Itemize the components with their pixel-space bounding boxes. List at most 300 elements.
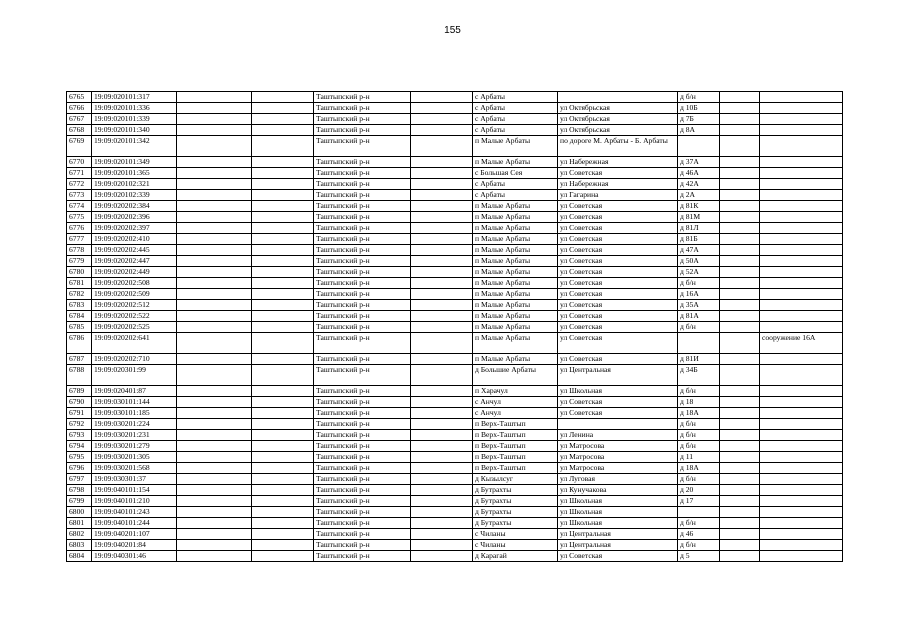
cell-cadastral-number: 19:09:020202:384 xyxy=(92,201,177,212)
cell-row-number: 6772 xyxy=(67,179,92,190)
cell-house xyxy=(678,507,720,518)
cell-settlement: с Арбаты xyxy=(473,103,558,114)
cell-street: ул Матросова xyxy=(558,463,678,474)
table-row xyxy=(67,136,843,157)
cell-col-empty-2 xyxy=(252,168,314,179)
cell-district: Таштыпский р-н xyxy=(314,518,411,529)
cell-cadastral-number: 19:09:020202:449 xyxy=(92,267,177,278)
cell-row-number: 6784 xyxy=(67,311,92,322)
cell-settlement: п Малые Арбаты xyxy=(473,311,558,322)
cell-col-empty-1 xyxy=(177,397,252,408)
cell-row-number: 6779 xyxy=(67,256,92,267)
cell-col-empty-2 xyxy=(252,212,314,223)
cell-cadastral-number: 19:09:020202:512 xyxy=(92,300,177,311)
cell-structure xyxy=(760,419,843,430)
cell-col-empty-3 xyxy=(411,322,473,333)
cell-col-empty-4 xyxy=(720,212,760,223)
cell-settlement: п Верх-Таштып xyxy=(473,463,558,474)
cell-row-number: 6785 xyxy=(67,322,92,333)
cell-col-empty-1 xyxy=(177,278,252,289)
cell-house: д 35А xyxy=(678,300,720,311)
table-row xyxy=(67,430,843,441)
cell-col-empty-1 xyxy=(177,408,252,419)
cell-settlement: п Харачул xyxy=(473,386,558,397)
cell-settlement: п Малые Арбаты xyxy=(473,212,558,223)
cell-street: ул Советская xyxy=(558,333,678,354)
cell-settlement: п Малые Арбаты xyxy=(473,157,558,168)
cell-district: Таштыпский р-н xyxy=(314,136,411,157)
cell-cadastral-number: 19:09:020101:336 xyxy=(92,103,177,114)
cell-col-empty-2 xyxy=(252,507,314,518)
cell-col-empty-2 xyxy=(252,333,314,354)
cell-settlement: п Верх-Таштып xyxy=(473,441,558,452)
table-row xyxy=(67,551,843,562)
cell-house: д 10Б xyxy=(678,103,720,114)
table-row xyxy=(67,518,843,529)
cell-cadastral-number: 19:09:020101:339 xyxy=(92,114,177,125)
cell-col-empty-3 xyxy=(411,300,473,311)
cell-col-empty-2 xyxy=(252,157,314,168)
cell-cadastral-number: 19:09:040101:154 xyxy=(92,485,177,496)
cell-col-empty-4 xyxy=(720,125,760,136)
cell-col-empty-4 xyxy=(720,245,760,256)
cell-col-empty-4 xyxy=(720,496,760,507)
cell-col-empty-3 xyxy=(411,419,473,430)
cell-cadastral-number: 19:09:030201:305 xyxy=(92,452,177,463)
cell-street: ул Советская xyxy=(558,354,678,365)
cell-col-empty-1 xyxy=(177,125,252,136)
cell-col-empty-2 xyxy=(252,256,314,267)
cell-col-empty-1 xyxy=(177,333,252,354)
cell-street: ул Школьная xyxy=(558,518,678,529)
cell-house: д 42А xyxy=(678,179,720,190)
table-row xyxy=(67,245,843,256)
cell-house: д 81К xyxy=(678,201,720,212)
cell-col-empty-2 xyxy=(252,463,314,474)
cell-col-empty-1 xyxy=(177,223,252,234)
cell-settlement: п Малые Арбаты xyxy=(473,278,558,289)
cell-col-empty-4 xyxy=(720,201,760,212)
cell-settlement: с Арбаты xyxy=(473,114,558,125)
cell-structure xyxy=(760,397,843,408)
cell-col-empty-1 xyxy=(177,551,252,562)
cell-settlement: с Арбаты xyxy=(473,125,558,136)
cell-col-empty-4 xyxy=(720,419,760,430)
cell-col-empty-4 xyxy=(720,114,760,125)
cell-settlement: с Анчул xyxy=(473,408,558,419)
cell-col-empty-3 xyxy=(411,125,473,136)
cell-street xyxy=(558,419,678,430)
cell-col-empty-4 xyxy=(720,190,760,201)
cell-row-number: 6795 xyxy=(67,452,92,463)
cell-cadastral-number: 19:09:020102:339 xyxy=(92,190,177,201)
cell-street xyxy=(558,92,678,103)
cell-cadastral-number: 19:09:020101:365 xyxy=(92,168,177,179)
cell-structure xyxy=(760,289,843,300)
cell-col-empty-2 xyxy=(252,179,314,190)
cell-col-empty-1 xyxy=(177,529,252,540)
cell-col-empty-4 xyxy=(720,157,760,168)
registry-table xyxy=(66,91,843,562)
cell-structure xyxy=(760,179,843,190)
cell-structure xyxy=(760,92,843,103)
cell-street: ул Советская xyxy=(558,300,678,311)
cell-col-empty-3 xyxy=(411,311,473,322)
cell-cadastral-number: 19:09:020202:447 xyxy=(92,256,177,267)
cell-col-empty-2 xyxy=(252,300,314,311)
table-row xyxy=(67,267,843,278)
cell-cadastral-number: 19:09:020101:317 xyxy=(92,92,177,103)
cell-col-empty-4 xyxy=(720,103,760,114)
cell-structure xyxy=(760,463,843,474)
cell-col-empty-1 xyxy=(177,92,252,103)
table-row xyxy=(67,234,843,245)
cell-col-empty-2 xyxy=(252,234,314,245)
cell-col-empty-1 xyxy=(177,518,252,529)
cell-col-empty-4 xyxy=(720,168,760,179)
cell-street: ул Советская xyxy=(558,223,678,234)
cell-col-empty-2 xyxy=(252,125,314,136)
cell-col-empty-1 xyxy=(177,419,252,430)
cell-col-empty-1 xyxy=(177,103,252,114)
table-row xyxy=(67,311,843,322)
cell-col-empty-4 xyxy=(720,365,760,386)
cell-col-empty-3 xyxy=(411,365,473,386)
cell-col-empty-3 xyxy=(411,245,473,256)
cell-district: Таштыпский р-н xyxy=(314,507,411,518)
table-row xyxy=(67,125,843,136)
cell-col-empty-3 xyxy=(411,234,473,245)
cell-row-number: 6802 xyxy=(67,529,92,540)
cell-structure xyxy=(760,430,843,441)
cell-street: ул Советская xyxy=(558,322,678,333)
cell-col-empty-2 xyxy=(252,136,314,157)
table-row xyxy=(67,223,843,234)
cell-col-empty-4 xyxy=(720,397,760,408)
cell-cadastral-number: 19:09:020202:445 xyxy=(92,245,177,256)
cell-cadastral-number: 19:09:020202:710 xyxy=(92,354,177,365)
cell-col-empty-3 xyxy=(411,190,473,201)
cell-district: Таштыпский р-н xyxy=(314,386,411,397)
cell-district: Таштыпский р-н xyxy=(314,419,411,430)
cell-col-empty-1 xyxy=(177,157,252,168)
cell-structure xyxy=(760,551,843,562)
cell-district: Таштыпский р-н xyxy=(314,168,411,179)
cell-street: по дороге М. Арбаты - Б. Арбаты xyxy=(558,136,678,157)
cell-col-empty-1 xyxy=(177,256,252,267)
cell-col-empty-3 xyxy=(411,289,473,300)
cell-district: Таштыпский р-н xyxy=(314,333,411,354)
cell-cadastral-number: 19:09:020301:99 xyxy=(92,365,177,386)
cell-structure xyxy=(760,267,843,278)
cell-col-empty-4 xyxy=(720,540,760,551)
table-row xyxy=(67,103,843,114)
cell-col-empty-3 xyxy=(411,278,473,289)
cell-row-number: 6792 xyxy=(67,419,92,430)
cell-col-empty-1 xyxy=(177,365,252,386)
cell-cadastral-number: 19:09:040101:210 xyxy=(92,496,177,507)
cell-row-number: 6766 xyxy=(67,103,92,114)
cell-street: ул Кунучакова xyxy=(558,485,678,496)
cell-street: ул Центральная xyxy=(558,365,678,386)
cell-house: д 18А xyxy=(678,408,720,419)
cell-structure xyxy=(760,168,843,179)
cell-col-empty-3 xyxy=(411,386,473,397)
cell-col-empty-2 xyxy=(252,397,314,408)
cell-row-number: 6765 xyxy=(67,92,92,103)
cell-col-empty-4 xyxy=(720,354,760,365)
cell-row-number: 6778 xyxy=(67,245,92,256)
cell-col-empty-3 xyxy=(411,507,473,518)
registry-table-body xyxy=(67,92,843,562)
cell-structure xyxy=(760,474,843,485)
cell-col-empty-2 xyxy=(252,201,314,212)
cell-structure xyxy=(760,441,843,452)
cell-col-empty-2 xyxy=(252,311,314,322)
cell-district: Таштыпский р-н xyxy=(314,267,411,278)
cell-col-empty-3 xyxy=(411,408,473,419)
cell-house: д 46 xyxy=(678,529,720,540)
cell-structure xyxy=(760,157,843,168)
cell-col-empty-1 xyxy=(177,452,252,463)
cell-col-empty-4 xyxy=(720,234,760,245)
table-row xyxy=(67,463,843,474)
cell-house xyxy=(678,136,720,157)
table-row xyxy=(67,408,843,419)
cell-row-number: 6794 xyxy=(67,441,92,452)
table-row xyxy=(67,212,843,223)
cell-col-empty-4 xyxy=(720,452,760,463)
cell-settlement: п Верх-Таштып xyxy=(473,419,558,430)
table-row xyxy=(67,485,843,496)
table-row xyxy=(67,540,843,551)
table-row xyxy=(67,157,843,168)
cell-col-empty-2 xyxy=(252,452,314,463)
cell-col-empty-4 xyxy=(720,136,760,157)
cell-col-empty-3 xyxy=(411,103,473,114)
cell-district: Таштыпский р-н xyxy=(314,201,411,212)
cell-col-empty-1 xyxy=(177,136,252,157)
table-row xyxy=(67,168,843,179)
cell-structure xyxy=(760,311,843,322)
cell-house: д 81Б xyxy=(678,234,720,245)
cell-col-empty-4 xyxy=(720,300,760,311)
table-row xyxy=(67,441,843,452)
cell-structure xyxy=(760,212,843,223)
cell-settlement: д Бутрахты xyxy=(473,485,558,496)
cell-cadastral-number: 19:09:040101:243 xyxy=(92,507,177,518)
cell-col-empty-3 xyxy=(411,92,473,103)
cell-district: Таштыпский р-н xyxy=(314,256,411,267)
table-row xyxy=(67,397,843,408)
cell-street: ул Луговая xyxy=(558,474,678,485)
cell-house: д 2А xyxy=(678,190,720,201)
cell-district: Таштыпский р-н xyxy=(314,278,411,289)
cell-col-empty-3 xyxy=(411,463,473,474)
cell-district: Таштыпский р-н xyxy=(314,474,411,485)
cell-row-number: 6776 xyxy=(67,223,92,234)
cell-house: д б/н xyxy=(678,518,720,529)
cell-row-number: 6787 xyxy=(67,354,92,365)
cell-row-number: 6797 xyxy=(67,474,92,485)
cell-col-empty-2 xyxy=(252,529,314,540)
cell-district: Таштыпский р-н xyxy=(314,441,411,452)
cell-col-empty-4 xyxy=(720,223,760,234)
cell-col-empty-1 xyxy=(177,289,252,300)
cell-street: ул Набережная xyxy=(558,179,678,190)
table-row xyxy=(67,452,843,463)
cell-house: д б/н xyxy=(678,419,720,430)
cell-settlement: п Малые Арбаты xyxy=(473,256,558,267)
cell-house: д б/н xyxy=(678,92,720,103)
cell-street: ул Октябрьская xyxy=(558,114,678,125)
cell-row-number: 6791 xyxy=(67,408,92,419)
cell-col-empty-3 xyxy=(411,212,473,223)
cell-row-number: 6800 xyxy=(67,507,92,518)
cell-row-number: 6777 xyxy=(67,234,92,245)
cell-district: Таштыпский р-н xyxy=(314,485,411,496)
cell-house: д 16А xyxy=(678,289,720,300)
cell-col-empty-4 xyxy=(720,267,760,278)
cell-col-empty-4 xyxy=(720,278,760,289)
cell-settlement: с Чиланы xyxy=(473,540,558,551)
cell-col-empty-2 xyxy=(252,190,314,201)
cell-structure xyxy=(760,365,843,386)
cell-col-empty-3 xyxy=(411,256,473,267)
cell-district: Таштыпский р-н xyxy=(314,212,411,223)
cell-street: ул Школьная xyxy=(558,386,678,397)
cell-street: ул Центральная xyxy=(558,540,678,551)
cell-col-empty-4 xyxy=(720,256,760,267)
cell-col-empty-3 xyxy=(411,551,473,562)
cell-col-empty-1 xyxy=(177,179,252,190)
cell-cadastral-number: 19:09:020202:509 xyxy=(92,289,177,300)
cell-street: ул Советская xyxy=(558,397,678,408)
cell-col-empty-4 xyxy=(720,430,760,441)
cell-row-number: 6788 xyxy=(67,365,92,386)
cell-structure xyxy=(760,518,843,529)
cell-house: д 81М xyxy=(678,212,720,223)
cell-row-number: 6782 xyxy=(67,289,92,300)
cell-col-empty-4 xyxy=(720,551,760,562)
cell-col-empty-4 xyxy=(720,485,760,496)
cell-structure xyxy=(760,136,843,157)
cell-house: д б/н xyxy=(678,278,720,289)
table-row xyxy=(67,354,843,365)
cell-structure: сооружение 16А xyxy=(760,333,843,354)
cell-col-empty-3 xyxy=(411,485,473,496)
cell-col-empty-4 xyxy=(720,441,760,452)
cell-house: д 34Б xyxy=(678,365,720,386)
cell-col-empty-1 xyxy=(177,507,252,518)
cell-settlement: д Бутрахты xyxy=(473,496,558,507)
cell-structure xyxy=(760,386,843,397)
cell-house: д 37А xyxy=(678,157,720,168)
table-row xyxy=(67,300,843,311)
cell-street: ул Матросова xyxy=(558,441,678,452)
cell-settlement: д Большие Арбаты xyxy=(473,365,558,386)
cell-row-number: 6803 xyxy=(67,540,92,551)
cell-cadastral-number: 19:09:040201:107 xyxy=(92,529,177,540)
cell-district: Таштыпский р-н xyxy=(314,300,411,311)
cell-settlement: д Бутрахты xyxy=(473,518,558,529)
cell-house: д б/н xyxy=(678,540,720,551)
cell-structure xyxy=(760,496,843,507)
table-row xyxy=(67,114,843,125)
cell-house: д 11 xyxy=(678,452,720,463)
cell-col-empty-4 xyxy=(720,408,760,419)
cell-col-empty-1 xyxy=(177,386,252,397)
cell-cadastral-number: 19:09:020202:641 xyxy=(92,333,177,354)
cell-col-empty-4 xyxy=(720,322,760,333)
cell-col-empty-2 xyxy=(252,485,314,496)
cell-row-number: 6798 xyxy=(67,485,92,496)
cell-cadastral-number: 19:09:040101:244 xyxy=(92,518,177,529)
cell-col-empty-4 xyxy=(720,529,760,540)
cell-house: д 50А xyxy=(678,256,720,267)
cell-house: д б/н xyxy=(678,430,720,441)
cell-col-empty-1 xyxy=(177,311,252,322)
cell-row-number: 6793 xyxy=(67,430,92,441)
cell-col-empty-1 xyxy=(177,463,252,474)
cell-row-number: 6773 xyxy=(67,190,92,201)
cell-district: Таштыпский р-н xyxy=(314,223,411,234)
cell-house: д 47А xyxy=(678,245,720,256)
cell-street: ул Октябрьская xyxy=(558,125,678,136)
cell-col-empty-3 xyxy=(411,540,473,551)
cell-house: д 81А xyxy=(678,311,720,322)
cell-district: Таштыпский р-н xyxy=(314,463,411,474)
cell-structure xyxy=(760,114,843,125)
cell-cadastral-number: 19:09:030201:224 xyxy=(92,419,177,430)
cell-row-number: 6767 xyxy=(67,114,92,125)
cell-cadastral-number: 19:09:030201:568 xyxy=(92,463,177,474)
cell-col-empty-1 xyxy=(177,212,252,223)
cell-settlement: п Малые Арбаты xyxy=(473,289,558,300)
cell-col-empty-2 xyxy=(252,223,314,234)
cell-structure xyxy=(760,300,843,311)
cell-street: ул Советская xyxy=(558,168,678,179)
cell-settlement: п Малые Арбаты xyxy=(473,223,558,234)
cell-structure xyxy=(760,485,843,496)
table-row xyxy=(67,322,843,333)
cell-settlement: д Кызылсуг xyxy=(473,474,558,485)
cell-house xyxy=(678,333,720,354)
cell-district: Таштыпский р-н xyxy=(314,179,411,190)
cell-col-empty-2 xyxy=(252,289,314,300)
cell-district: Таштыпский р-н xyxy=(314,529,411,540)
cell-structure xyxy=(760,223,843,234)
cell-col-empty-3 xyxy=(411,496,473,507)
cell-street: ул Советская xyxy=(558,311,678,322)
cell-col-empty-4 xyxy=(720,333,760,354)
cell-house: д б/н xyxy=(678,474,720,485)
cell-district: Таштыпский р-н xyxy=(314,365,411,386)
cell-col-empty-3 xyxy=(411,223,473,234)
cell-cadastral-number: 19:09:020202:410 xyxy=(92,234,177,245)
cell-structure xyxy=(760,125,843,136)
cell-row-number: 6775 xyxy=(67,212,92,223)
cell-house: д 81Л xyxy=(678,223,720,234)
cell-district: Таштыпский р-н xyxy=(314,354,411,365)
cell-col-empty-3 xyxy=(411,201,473,212)
cell-row-number: 6796 xyxy=(67,463,92,474)
cell-house: д 7Б xyxy=(678,114,720,125)
cell-row-number: 6774 xyxy=(67,201,92,212)
cell-house: д 46А xyxy=(678,168,720,179)
cell-district: Таштыпский р-н xyxy=(314,408,411,419)
cell-col-empty-1 xyxy=(177,485,252,496)
